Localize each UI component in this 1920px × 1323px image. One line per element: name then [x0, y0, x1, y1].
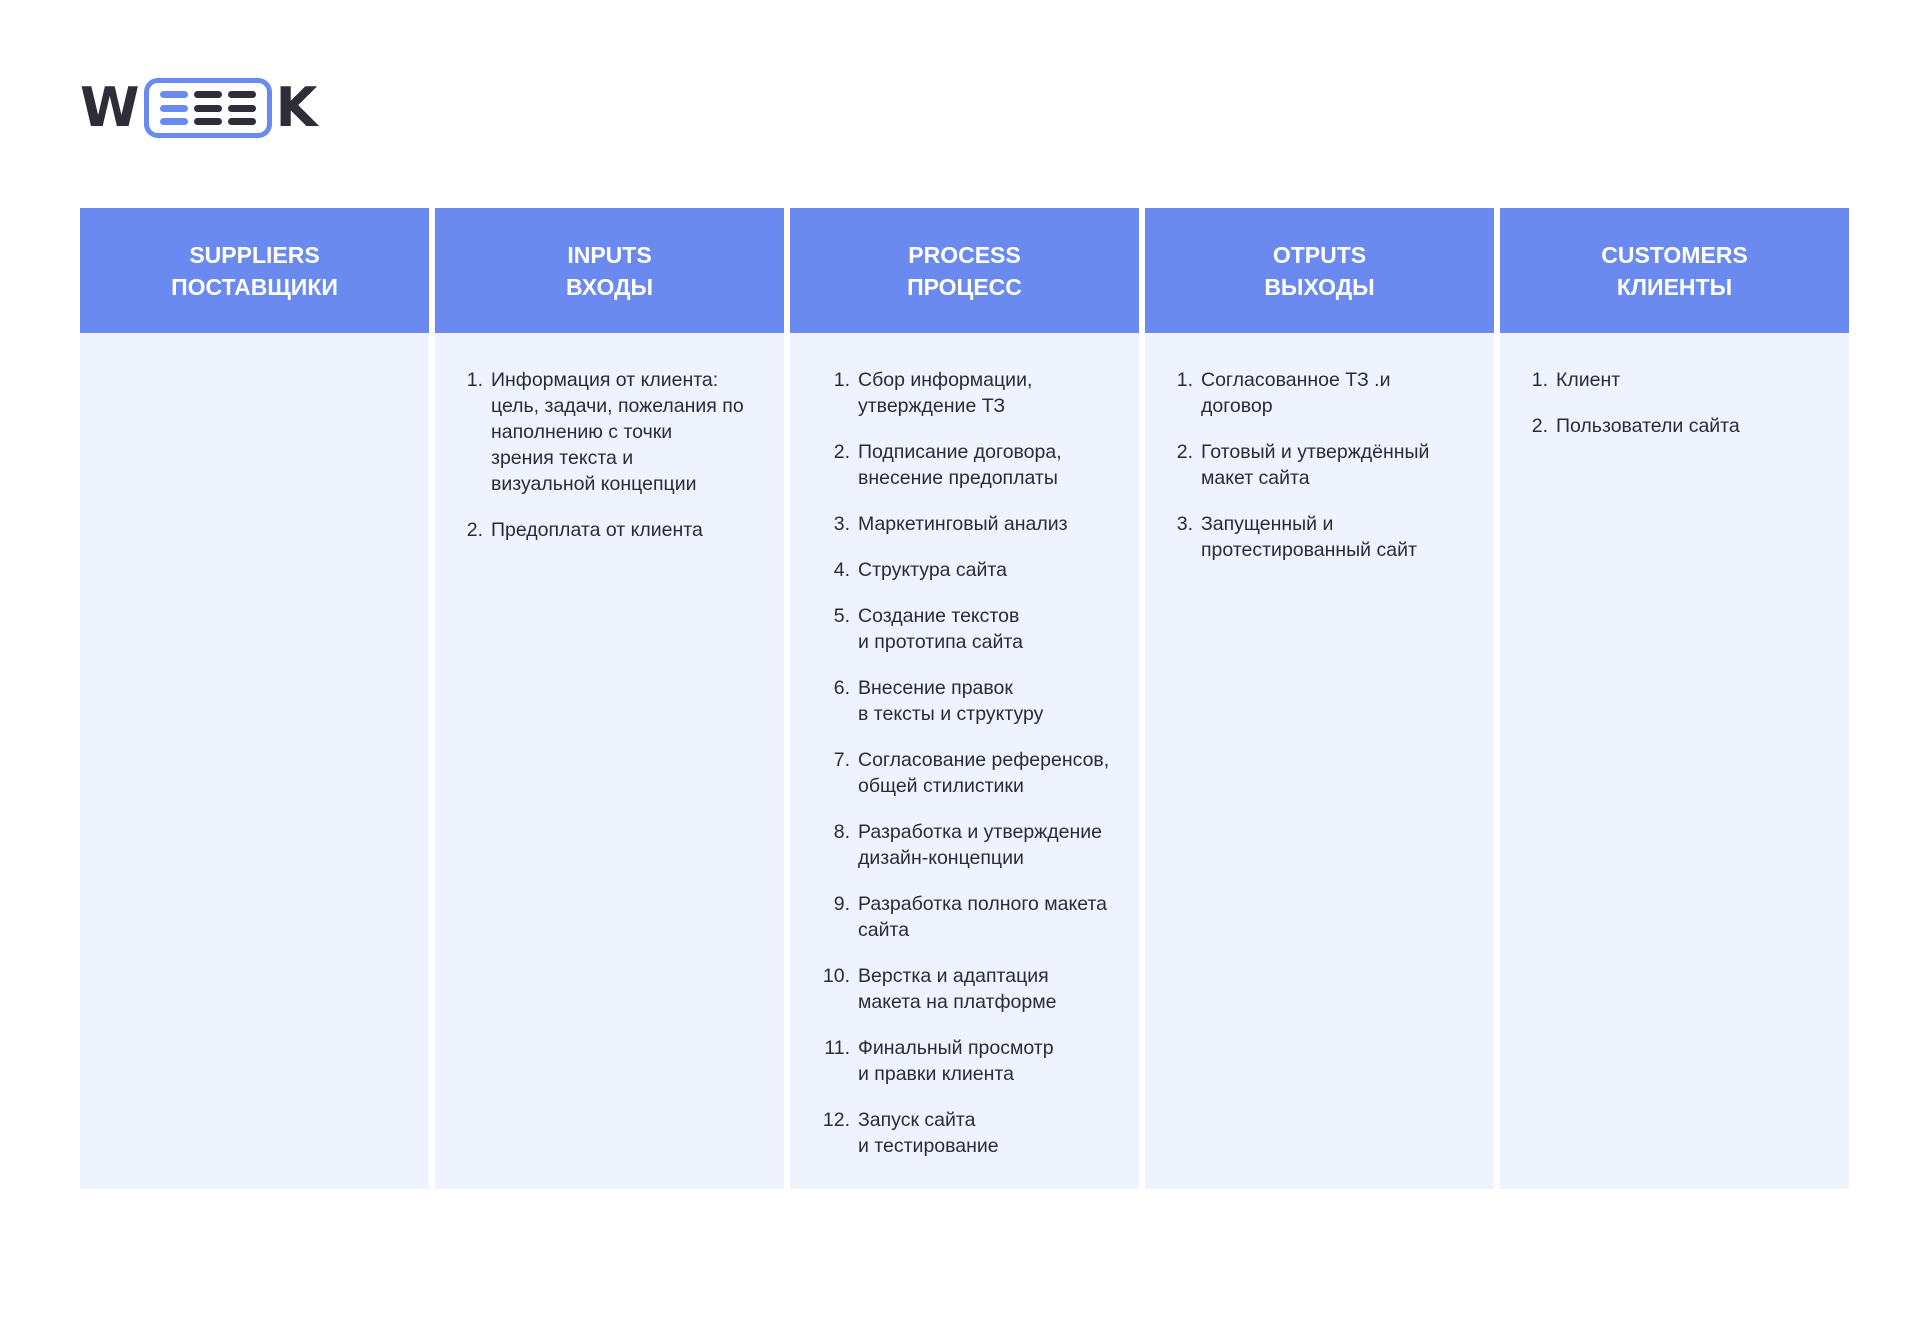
list-item-text: Пользователи сайта: [1556, 415, 1740, 437]
list-item: [1169, 367, 1470, 419]
item-list: [459, 367, 760, 543]
column-suppliers: [80, 208, 429, 1189]
list-item-text: Согласованное ТЗ .и договор: [1201, 369, 1391, 417]
column-title-en: CUSTOMERS: [1601, 241, 1748, 268]
list-item-text: Создание текстов и прототипа сайта: [858, 605, 1023, 653]
list-item: [1169, 511, 1470, 563]
list-item-number: 2.: [833, 441, 850, 463]
list-item-text: Готовый и утверждённый макет сайта: [1201, 441, 1430, 489]
column-title-ru: КЛИЕНТЫ: [1616, 273, 1733, 300]
list-item-text: Разработка полного макета сайта: [858, 893, 1108, 941]
list-item: [814, 511, 1115, 537]
column-title-ru: ПОСТАВЩИКИ: [171, 273, 338, 300]
logo-letter-w: W: [80, 76, 138, 139]
column-header: [80, 208, 429, 333]
list-item: [1524, 367, 1825, 393]
column-title-ru: ВХОДЫ: [566, 273, 653, 300]
list-item-number: 1.: [833, 369, 850, 391]
list-item-text: Согласование референсов, общей стилистики: [858, 749, 1110, 797]
column-header: [435, 208, 784, 333]
list-item-number: 4.: [833, 559, 850, 581]
list-item: [814, 963, 1115, 1015]
item-list: [1169, 367, 1470, 563]
column-title-ru: ВЫХОДЫ: [1264, 273, 1375, 300]
list-item-number: 2.: [466, 519, 483, 541]
list-item-text: Внесение правок в тексты и структуру: [858, 677, 1044, 725]
list-item-text: Сбор информации, утверждение ТЗ: [858, 369, 1033, 417]
column-inputs: [435, 208, 784, 1189]
column-body: [1145, 333, 1494, 1189]
column-title-en: PROCESS: [908, 241, 1021, 268]
column-body: [435, 333, 784, 1189]
list-item-text: Клиент: [1556, 369, 1621, 391]
logo-letter-k: K: [275, 76, 318, 139]
list-item-number: 8.: [833, 821, 850, 843]
list-item: [814, 747, 1115, 799]
list-item: [814, 367, 1115, 419]
list-item-text: Запущенный и протестированный сайт: [1201, 513, 1417, 561]
column-body: [1500, 333, 1849, 1189]
list-item: [459, 517, 760, 543]
list-item-number: 1.: [1176, 369, 1193, 391]
column-customers: [1500, 208, 1849, 1189]
list-item: [814, 675, 1115, 727]
list-item: [814, 439, 1115, 491]
list-item-number: 3.: [1176, 513, 1193, 535]
list-item: [814, 603, 1115, 655]
list-item-number: 9.: [833, 893, 850, 915]
list-item-number: 1.: [1531, 369, 1548, 391]
list-item-number: 7.: [833, 749, 850, 771]
list-item-number: 5.: [833, 605, 850, 627]
item-list: [814, 367, 1115, 1159]
list-item: [814, 819, 1115, 871]
list-item-text: Маркетинговый анализ: [858, 513, 1068, 535]
list-item: [1169, 439, 1470, 491]
logo-e-icon: [228, 91, 256, 125]
item-list: [1524, 367, 1825, 439]
list-item-number: 6.: [833, 677, 850, 699]
list-item-number: 10.: [822, 965, 850, 987]
list-item-text: Подписание договора, внесение предоплаты: [858, 441, 1062, 489]
column-title-en: OTPUTS: [1272, 241, 1367, 268]
list-item-text: Запуск сайта и тестирование: [858, 1109, 999, 1157]
sipoc-table: [80, 208, 1850, 1189]
list-item: [814, 891, 1115, 943]
list-item-text: Разработка и утверждение дизайн-концепции: [858, 821, 1102, 869]
column-header: [1145, 208, 1494, 333]
column-body: [80, 333, 429, 1189]
list-item-text: Финальный просмотр и правки клиента: [858, 1037, 1054, 1085]
column-title-en: SUPPLIERS: [189, 241, 320, 268]
list-item-text: Информация от клиента: цель, задачи, пожелания по наполнению с точки зрения текста и визуальной концепции: [491, 369, 744, 495]
column-process: [790, 208, 1139, 1189]
logo-e-icon: [194, 91, 222, 125]
list-item-text: Структура сайта: [858, 559, 1007, 581]
column-header: [790, 208, 1139, 333]
list-item-number: 2.: [1176, 441, 1193, 463]
list-item-number: 11.: [824, 1037, 850, 1059]
list-item-text: Верстка и адаптация макета на платформе: [858, 965, 1057, 1013]
weeek-logo: [80, 76, 317, 140]
list-item: [814, 1107, 1115, 1159]
list-item-number: 3.: [833, 513, 850, 535]
column-body: [790, 333, 1139, 1189]
list-item-text: Предоплата от клиента: [491, 519, 703, 541]
list-item: [459, 367, 760, 497]
logo-e-icon: [160, 91, 188, 125]
list-item: [1524, 413, 1825, 439]
column-header: [1500, 208, 1849, 333]
list-item: [814, 1035, 1115, 1087]
column-title-ru: ПРОЦЕСС: [907, 273, 1022, 300]
list-item-number: 12.: [822, 1109, 850, 1131]
list-item-number: 1.: [466, 369, 483, 391]
column-outputs: [1145, 208, 1494, 1189]
column-title-en: INPUTS: [567, 241, 652, 268]
logo-eee-box-icon: [144, 78, 272, 138]
list-item: [814, 557, 1115, 583]
list-item-number: 2.: [1531, 415, 1548, 437]
